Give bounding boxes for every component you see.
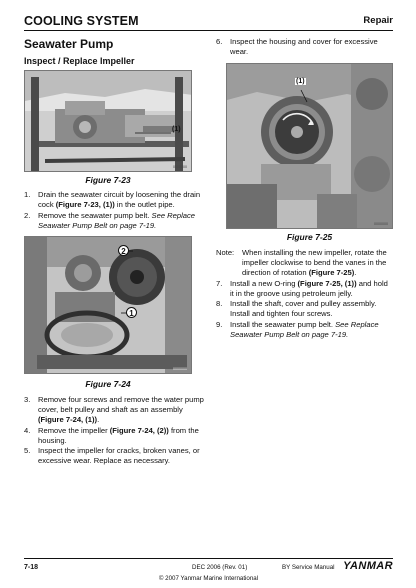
- step-4: [24, 426, 204, 446]
- step-text: Remove the impeller: [38, 426, 110, 435]
- step-8: [216, 299, 393, 319]
- step-9: [216, 320, 393, 340]
- step-6: [216, 37, 393, 57]
- figure-id: 0000000: [374, 222, 388, 226]
- figure-7-23-photo: [24, 70, 192, 172]
- step-text: Install the seawater pump belt.: [230, 320, 336, 329]
- page-number: 7-18: [24, 564, 39, 571]
- figure-7-25-photo: [226, 63, 393, 229]
- step-7: [216, 279, 393, 299]
- step-text: in the outlet pipe.: [114, 200, 175, 210]
- step-reference: (Figure 7-24, (1)): [38, 415, 98, 425]
- section-label: Repair: [363, 15, 393, 26]
- yanmar-logo: YANMAR: [343, 560, 393, 572]
- figure-7-24-callout-1: 1: [126, 307, 137, 318]
- step-2: [24, 211, 204, 231]
- step-number: 2.: [24, 211, 31, 220]
- figure-id: 0000000: [173, 165, 187, 169]
- step-text: Install a new O-ring: [230, 279, 298, 288]
- step-text: from the housing.: [38, 426, 199, 446]
- step-reference: (Figure 7-25, (1)): [297, 279, 357, 288]
- figure-7-24-caption: Figure 7-24: [85, 379, 131, 389]
- note-reference: (Figure 7-25): [308, 268, 355, 278]
- figure-7-23-callout: (1): [172, 126, 181, 133]
- step-text: Install the shaft, cover and pulley assembly. Install and tighten four screws.: [230, 299, 377, 319]
- step-reference: (Figure 7-23, (1)): [55, 200, 115, 210]
- note-text: .: [354, 268, 357, 278]
- cross-reference-link[interactable]: See Replace Seawater Pump Belt on page 7-19.: [230, 320, 379, 340]
- manual-title: BY Service Manual: [282, 564, 335, 571]
- step-text: Remove four screws and remove the water pump cover, belt pulley and shaft as an assembly: [38, 395, 204, 415]
- figure-7-24-photo: [24, 236, 192, 374]
- step-text: Drain the seawater circuit by loosening the drain cock: [38, 190, 201, 210]
- copyright: © 2007 Yanmar Marine International: [158, 575, 259, 582]
- section-title: COOLING SYSTEM: [24, 14, 139, 28]
- note-block: [216, 248, 396, 279]
- step-text: Inspect the housing and cover for excessive wear.: [230, 37, 378, 57]
- note-text: When installing the new impeller, rotate the impeller clockwise to bend the vanes in the direction of rotation: [242, 248, 387, 278]
- figure-7-25-caption: Figure 7-25: [286, 232, 333, 242]
- figure-7-24-callout-2: 2: [118, 245, 129, 256]
- step-1: [24, 190, 204, 210]
- note-label: Note:: [216, 248, 235, 257]
- step-5: [24, 446, 204, 466]
- step-number: 3.: [24, 395, 31, 404]
- step-text: Inspect the impeller for cracks, broken vanes, or excessive wear. Replace as necessary.: [38, 446, 200, 466]
- figure-7-23-caption: Figure 7-23: [85, 175, 131, 185]
- step-text: .: [97, 415, 100, 425]
- page-header: [24, 12, 393, 32]
- step-number: 8.: [216, 299, 223, 308]
- step-reference: (Figure 7-24, (2)): [109, 426, 169, 435]
- step-number: 4.: [24, 426, 31, 435]
- step-3: [24, 395, 204, 426]
- cross-reference-link[interactable]: See Replace Seawater Pump Belt on page 7-19.: [38, 211, 196, 231]
- step-number: 9.: [216, 320, 223, 329]
- revision-date: DEC 2006 (Rev. 01): [192, 564, 248, 571]
- step-number: 7.: [216, 279, 223, 288]
- page-heading: Seawater Pump: [24, 37, 114, 51]
- footer-rule: [24, 558, 393, 559]
- step-number: 5.: [24, 446, 31, 455]
- figure-7-25-callout: (1): [296, 78, 305, 85]
- step-number: 6.: [216, 37, 223, 46]
- page-subheading: Inspect / Replace Impeller: [24, 56, 135, 66]
- figure-id: 0000000: [173, 367, 187, 371]
- step-text: Remove the seawater pump belt.: [38, 211, 152, 220]
- header-rule: [24, 30, 393, 31]
- step-number: 1.: [24, 190, 31, 199]
- page-footer: [24, 558, 393, 584]
- step-text: and hold it in the groove using petroleum jelly.: [230, 279, 388, 299]
